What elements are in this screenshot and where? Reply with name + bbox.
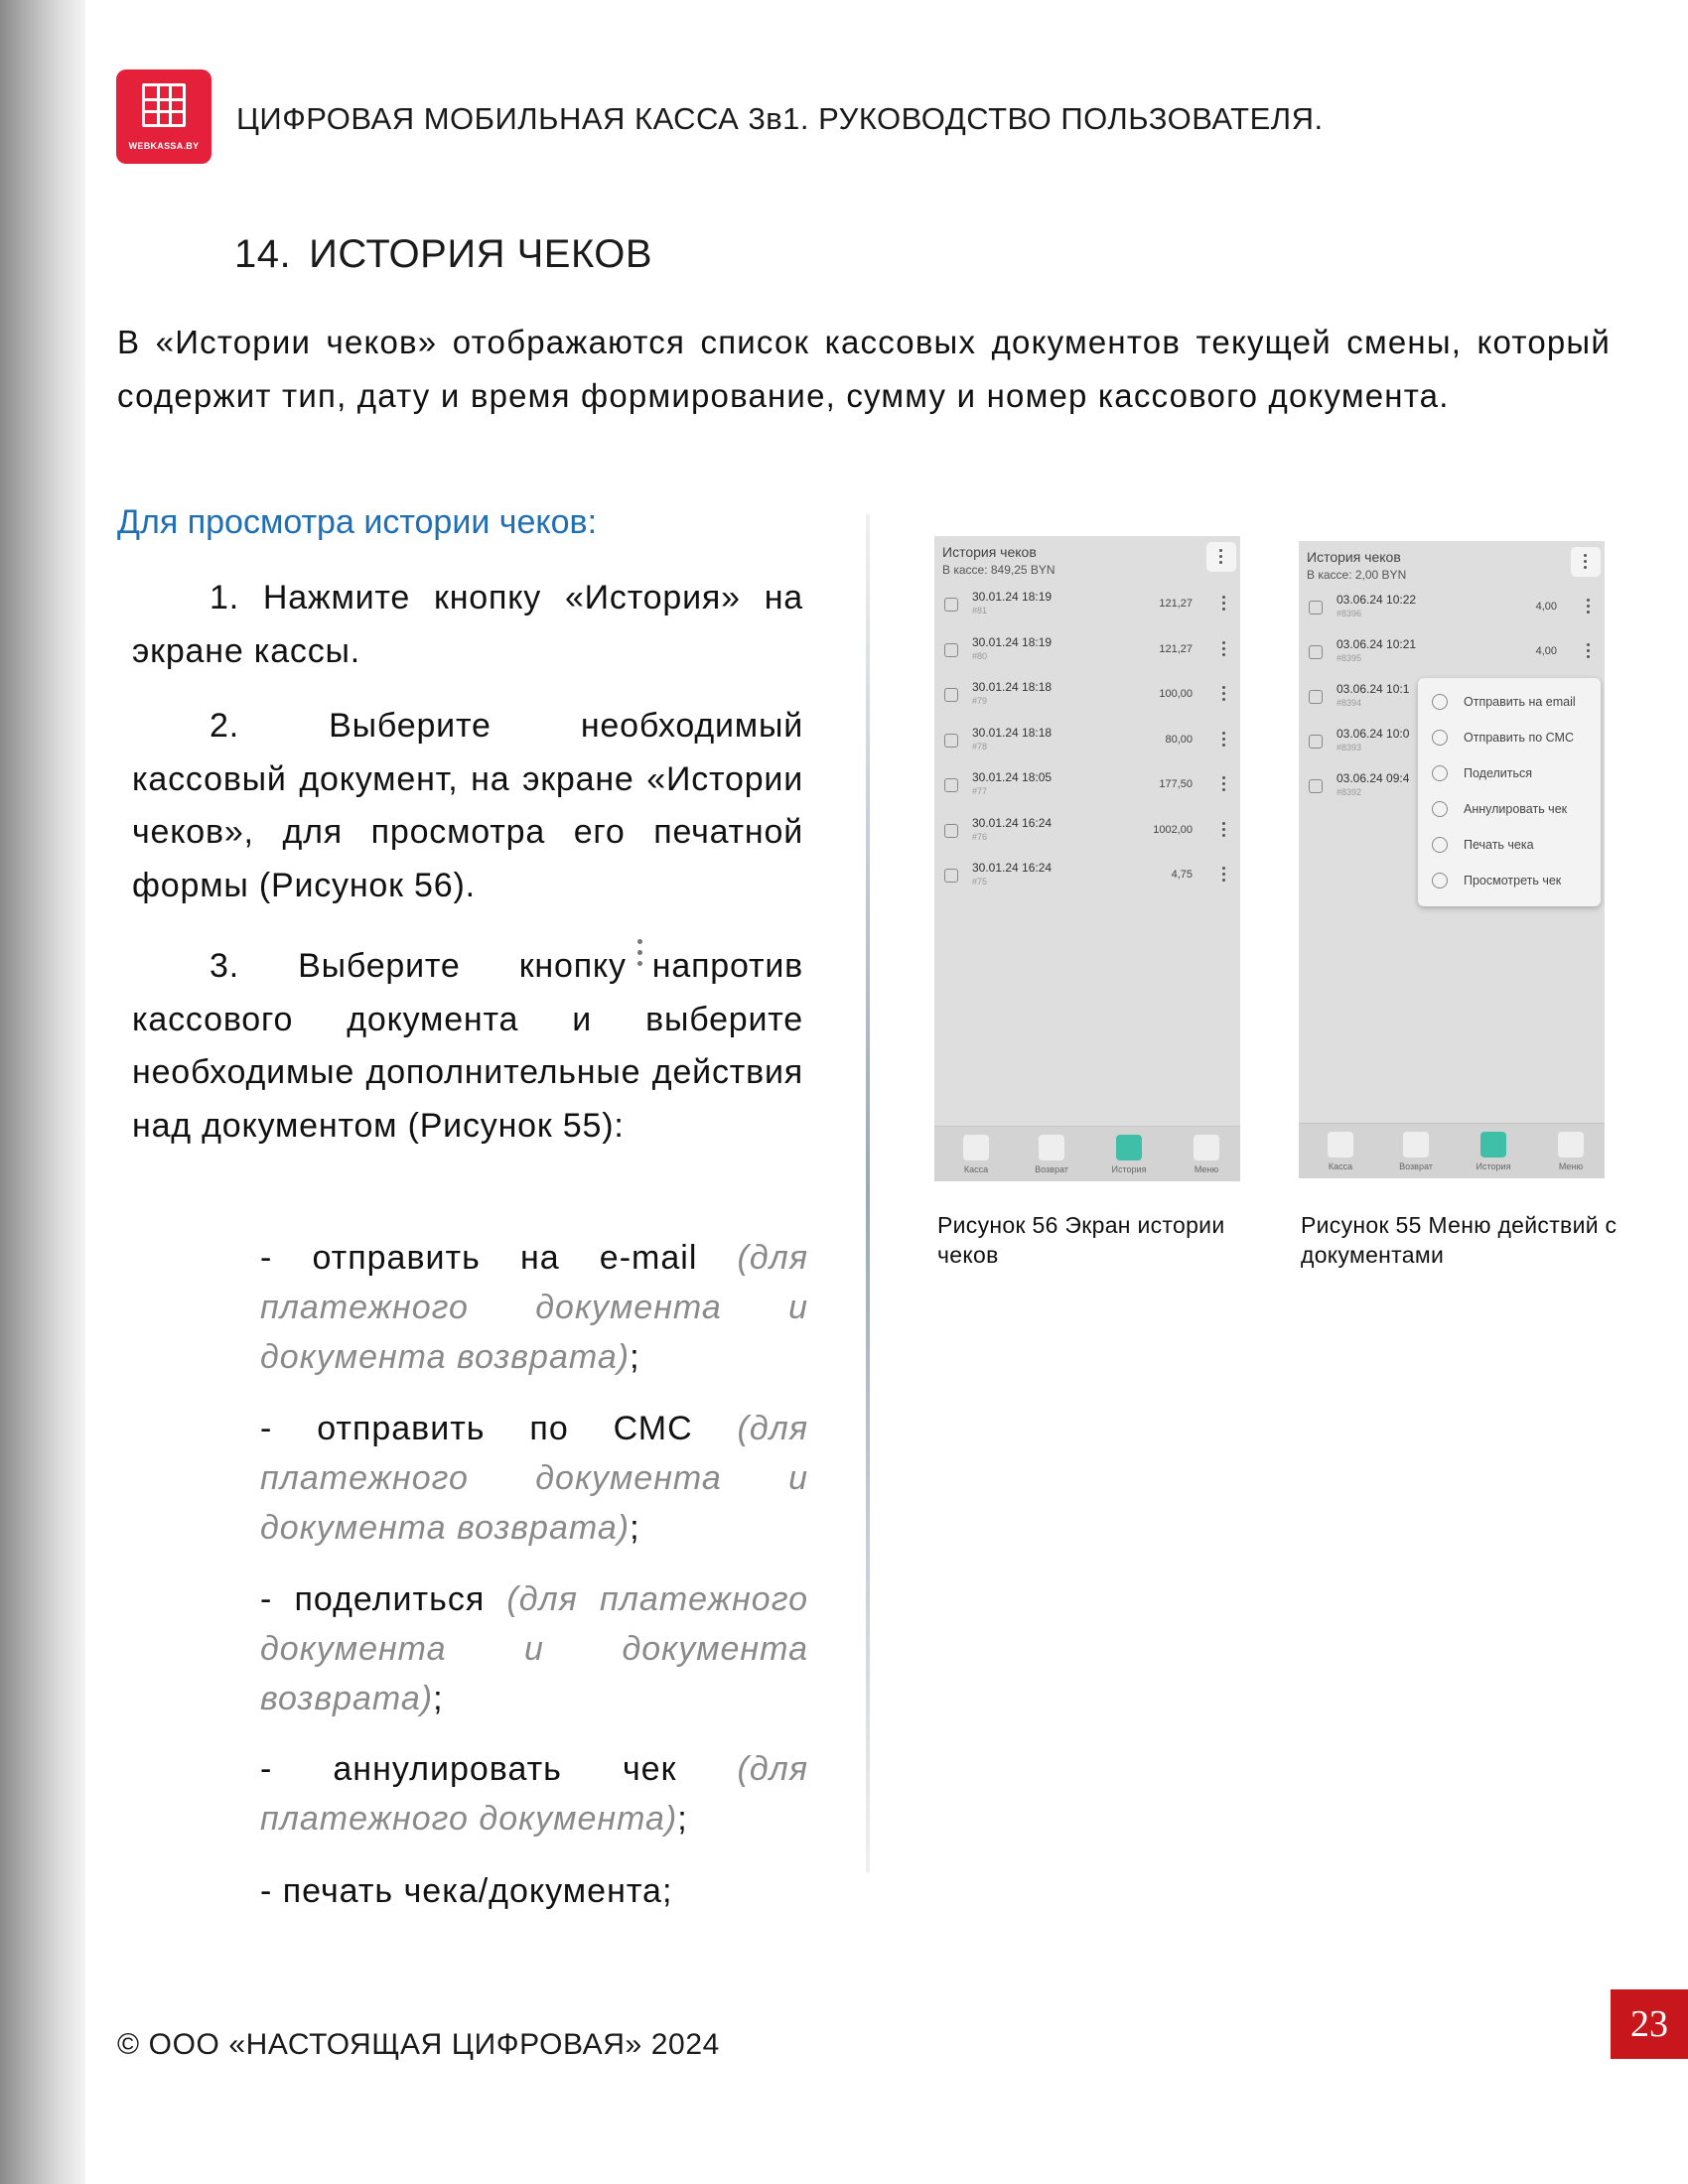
history-icon — [1480, 1132, 1506, 1158]
kebab-icon[interactable] — [1222, 686, 1226, 702]
section-title — [234, 232, 652, 277]
figure-56-caption: Рисунок 56 Экран истории чеков — [937, 1212, 1225, 1268]
section-number: 14. — [234, 232, 292, 276]
column-divider — [866, 514, 870, 1872]
receipt-number: #78 — [972, 741, 988, 751]
logo-text: WEBKASSA.BY — [128, 141, 200, 151]
kebab-icon[interactable] — [1222, 596, 1226, 612]
receipt-number: #80 — [972, 650, 988, 661]
kebab-icon[interactable] — [1222, 822, 1226, 838]
history-icon — [1116, 1135, 1142, 1160]
tab-menu[interactable] — [1541, 1132, 1601, 1171]
receipt-row[interactable] — [1299, 593, 1605, 636]
receipt-number: #8393 — [1336, 743, 1362, 752]
action-note: (для платежного документа и документа возврата) — [260, 1410, 808, 1547]
tab-label: История — [1111, 1164, 1147, 1174]
kebab-icon[interactable] — [1222, 641, 1226, 657]
receipt-icon — [1309, 779, 1323, 793]
kebab-menu-icon — [634, 939, 644, 969]
bottom-tab-bar — [934, 1126, 1240, 1181]
action-item — [260, 1404, 808, 1553]
step-3-text-before: 3. Выберите кнопку — [210, 947, 627, 985]
return-icon — [1039, 1135, 1064, 1160]
menu-item-icon — [1432, 694, 1448, 710]
tab-return[interactable] — [1022, 1135, 1081, 1174]
receipt-number: #8395 — [1336, 653, 1362, 663]
receipt-icon — [944, 778, 958, 792]
step-2 — [132, 700, 803, 912]
context-menu-item[interactable] — [1418, 829, 1601, 865]
receipt-datetime: 03.06.24 10:0 — [1336, 727, 1410, 741]
webkassa-logo — [116, 69, 211, 164]
tab-menu[interactable] — [1177, 1135, 1236, 1174]
kebab-icon — [1584, 554, 1588, 570]
receipt-number: #77 — [972, 786, 988, 796]
tab-label: Меню — [1194, 1164, 1219, 1174]
intro-paragraph: В «Истории чеков» отображаются список кассовых документов текущей смены, который содержит тип, дату и время формирование, сумму и номер кассового документа. — [117, 324, 1611, 414]
tab-label: Возврат — [1035, 1164, 1068, 1174]
receipt-datetime: 30.01.24 18:18 — [972, 680, 1053, 694]
kebab-icon[interactable] — [1222, 776, 1226, 792]
receipt-amount: 4,75 — [1171, 869, 1193, 881]
menu-item-label: Поделиться — [1464, 766, 1533, 780]
receipt-icon — [944, 643, 958, 657]
action-note: (для платежного документа) — [260, 1750, 808, 1838]
more-icon — [1194, 1135, 1219, 1160]
menu-item-label: Печать чека — [1464, 838, 1534, 852]
menu-item-icon — [1432, 730, 1448, 746]
receipt-amount: 4,00 — [1535, 601, 1557, 613]
action-text: - отправить по СМС — [260, 1410, 738, 1447]
receipt-icon — [1309, 601, 1323, 614]
menu-item-label: Просмотреть чек — [1464, 874, 1562, 887]
receipt-icon — [944, 688, 958, 702]
figure-55-caption: Рисунок 55 Меню действий с документами — [1301, 1212, 1618, 1268]
section-title-text: ИСТОРИЯ ЧЕКОВ — [309, 232, 653, 276]
receipt-icon — [1309, 645, 1323, 659]
more-menu-button[interactable] — [1206, 542, 1236, 572]
bottom-tab-bar — [1299, 1123, 1605, 1178]
kebab-icon[interactable] — [1587, 599, 1591, 614]
action-end: ; — [677, 1800, 688, 1838]
receipt-icon — [944, 824, 958, 838]
context-menu-item[interactable] — [1418, 686, 1601, 722]
menu-item-label: Отправить на email — [1464, 695, 1576, 709]
receipt-number: #8394 — [1336, 698, 1362, 708]
action-end: ; — [630, 1509, 640, 1547]
action-item — [260, 1233, 808, 1382]
menu-item-icon — [1432, 801, 1448, 817]
tab-label: История — [1476, 1161, 1511, 1171]
action-text: - поделиться — [260, 1580, 507, 1618]
receipt-row[interactable] — [1299, 637, 1605, 681]
receipt-row[interactable] — [934, 816, 1240, 860]
page-number: 23 — [1611, 1989, 1688, 2059]
receipt-row[interactable] — [934, 590, 1240, 633]
cash-balance: В кассе: 849,25 BYN — [942, 563, 1055, 577]
copyright-footer: © ООО «НАСТОЯЩАЯ ЦИФРОВАЯ» 2024 — [117, 2028, 720, 2061]
context-menu-item[interactable] — [1418, 757, 1601, 793]
tab-label: Касса — [963, 1164, 989, 1174]
receipt-datetime: 03.06.24 09:4 — [1336, 771, 1410, 785]
receipt-icon — [944, 869, 958, 883]
receipt-amount: 177,50 — [1159, 778, 1193, 790]
menu-item-icon — [1432, 765, 1448, 781]
receipt-datetime: 03.06.24 10:22 — [1336, 593, 1417, 607]
menu-item-label: Отправить по СМС — [1464, 731, 1574, 745]
receipt-datetime: 30.01.24 18:18 — [972, 725, 1053, 740]
kebab-icon — [1219, 549, 1223, 565]
action-item — [260, 1744, 808, 1843]
receipt-datetime: 03.06.24 10:1 — [1336, 682, 1410, 696]
receipt-row[interactable] — [934, 680, 1240, 724]
tab-label: Возврат — [1399, 1161, 1433, 1171]
return-icon — [1403, 1132, 1429, 1158]
screen-title: История чеков — [1307, 549, 1401, 565]
context-menu-item[interactable] — [1418, 722, 1601, 757]
tab-return[interactable] — [1386, 1132, 1446, 1171]
receipt-icon — [1309, 735, 1323, 749]
cash-balance: В кассе: 2,00 BYN — [1307, 568, 1407, 582]
action-menu-figure — [1299, 541, 1605, 1178]
step-3 — [132, 940, 803, 1153]
receipt-datetime: 30.01.24 18:19 — [972, 634, 1053, 649]
context-menu-item[interactable] — [1418, 865, 1601, 900]
menu-item-icon — [1432, 873, 1448, 888]
menu-item-label: Аннулировать чек — [1464, 802, 1568, 816]
action-end: ; — [630, 1338, 640, 1376]
receipt-row[interactable] — [934, 770, 1240, 814]
more-icon — [1558, 1132, 1584, 1158]
receipt-amount: 4,00 — [1535, 645, 1557, 657]
receipt-number: #8392 — [1336, 787, 1362, 797]
receipt-datetime: 30.01.24 16:24 — [972, 861, 1053, 875]
receipt-icon — [944, 734, 958, 748]
receipt-number: #81 — [972, 606, 988, 615]
tab-kassa[interactable] — [1311, 1132, 1370, 1171]
receipt-datetime: 30.01.24 16:24 — [972, 815, 1053, 830]
kebab-icon[interactable] — [1222, 867, 1226, 883]
action-text: - печать чека/документа; — [260, 1872, 673, 1910]
receipt-number: #75 — [972, 877, 988, 887]
tab-label: Меню — [1558, 1161, 1584, 1171]
context-menu — [1418, 678, 1601, 906]
receipt-number: #79 — [972, 696, 988, 706]
receipt-amount: 100,00 — [1159, 688, 1193, 700]
kebab-icon[interactable] — [1222, 732, 1226, 748]
receipt-datetime: 30.01.24 18:19 — [972, 590, 1053, 604]
tab-label: Касса — [1328, 1161, 1353, 1171]
page-edge-shadow — [0, 0, 85, 2184]
receipt-icon — [1309, 690, 1323, 704]
receipt-amount: 1002,00 — [1153, 823, 1193, 836]
receipt-number: #8396 — [1336, 609, 1362, 618]
receipt-row[interactable] — [934, 861, 1240, 904]
receipt-row[interactable] — [934, 635, 1240, 679]
receipt-amount: 121,27 — [1159, 642, 1193, 655]
action-note: (для платежного документа и документа возврата) — [260, 1239, 808, 1376]
history-screen-figure — [934, 536, 1240, 1181]
receipt-datetime: 03.06.24 10:21 — [1336, 637, 1417, 651]
action-item — [260, 1574, 808, 1723]
receipt-amount: 121,27 — [1159, 598, 1193, 610]
calculator-icon — [1328, 1132, 1353, 1158]
grid-icon — [142, 83, 186, 127]
action-item — [260, 1866, 808, 1916]
tab-kassa[interactable] — [946, 1135, 1006, 1174]
context-menu-item[interactable] — [1418, 793, 1601, 829]
howto-heading: Для просмотра истории чеков: — [117, 503, 598, 541]
action-text: - аннулировать чек — [260, 1750, 738, 1788]
tab-history[interactable] — [1464, 1132, 1523, 1171]
document-header-title: ЦИФРОВАЯ МОБИЛЬНАЯ КАССА 3в1. РУКОВОДСТВО ПОЛЬЗОВАТЕЛЯ. — [236, 101, 1324, 136]
more-menu-button[interactable] — [1571, 547, 1601, 577]
receipt-number: #76 — [972, 831, 988, 842]
step-1-text: 1. Нажмите кнопку «История» на экране кассы. — [132, 579, 803, 670]
receipt-icon — [944, 598, 958, 612]
calculator-icon — [963, 1135, 989, 1160]
action-end: ; — [433, 1680, 444, 1717]
receipt-datetime: 30.01.24 18:05 — [972, 770, 1053, 784]
kebab-icon[interactable] — [1587, 643, 1591, 659]
receipt-row[interactable] — [934, 726, 1240, 769]
step-2-text: 2. Выберите необходимый кассовый документ, на экране «Истории чеков», для просмотра его печатной формы (Рисунок 56). — [132, 707, 803, 904]
menu-item-icon — [1432, 837, 1448, 853]
receipt-amount: 80,00 — [1165, 733, 1193, 746]
step-1 — [132, 572, 803, 678]
tab-history[interactable] — [1099, 1135, 1159, 1174]
step-3-text — [132, 940, 803, 1153]
step-3-text-after: напротив кассового документа и выберите необходимые дополнительные действия над документом (Рисунок 55): — [132, 947, 803, 1145]
action-text: - отправить на e-mail — [260, 1239, 738, 1277]
screen-title: История чеков — [942, 544, 1037, 560]
action-note: (для платежного документа и документа возврата) — [260, 1580, 808, 1717]
